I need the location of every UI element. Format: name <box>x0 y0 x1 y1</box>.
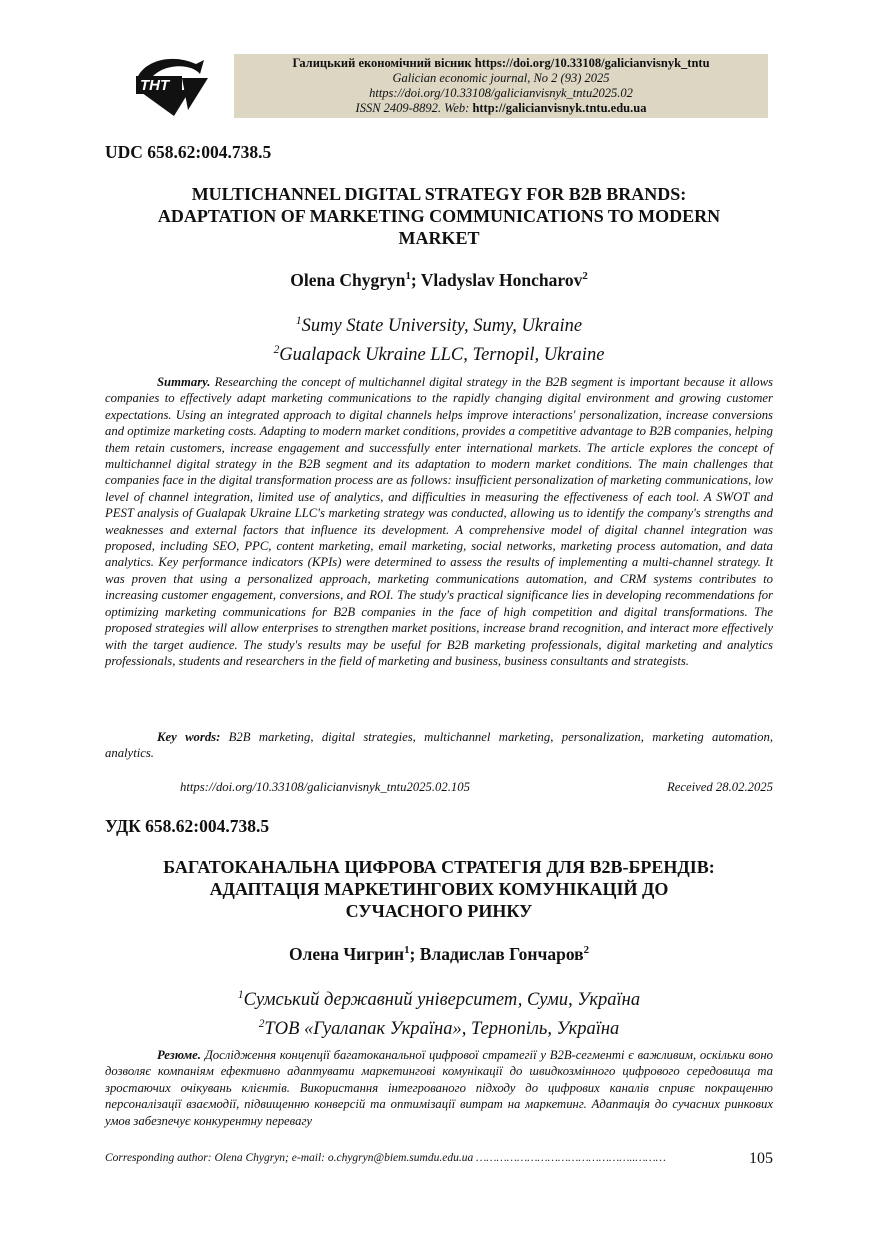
affil-text: Sumy State University, Sumy, Ukraine <box>301 316 583 337</box>
summary-ua <box>105 1047 773 1129</box>
author-name: Олена Чигрин <box>288 944 405 964</box>
summary-en <box>105 374 773 669</box>
author-affil-sup: 2 <box>582 270 588 283</box>
affil-sup: 1 <box>295 315 302 327</box>
affil-sup: 2 <box>273 344 280 357</box>
affiliation-2 <box>105 338 773 367</box>
title-line: MARKET <box>398 228 480 248</box>
svg-text:ТНТ: ТНТ <box>140 77 170 94</box>
author-separator: ; <box>410 270 421 290</box>
received-date: Received 28.02.2025 <box>666 780 773 794</box>
title-line: АДАПТАЦІЯ МАРКЕТИНГОВИХ КОМУНІКАЦІЙ ДО <box>209 879 669 899</box>
affiliation-2 <box>105 1012 773 1041</box>
udc-code-ua: УДК 658.62:004.738.5 <box>105 816 270 836</box>
affil-text: ТОВ «Гуалапак Україна», Тернопіль, Україна <box>264 1019 620 1040</box>
affil-sup: 2 <box>258 1018 265 1031</box>
summary-label: Резюме. <box>157 1048 201 1062</box>
author-separator: ; <box>409 944 420 964</box>
journal-logo <box>130 52 210 118</box>
keywords-text: B2B marketing, digital strategies, multichannel marketing, personalization, marketing automation, analytics. <box>105 730 773 761</box>
affiliation-1 <box>105 983 773 1012</box>
title-line: ADAPTATION OF MARKETING COMMUNICATIONS TO MODERN <box>157 206 721 226</box>
keywords-label: Key words: <box>157 730 221 744</box>
author-affil-sup: 1 <box>405 270 411 283</box>
affiliations-ua <box>105 983 773 1041</box>
journal-doi-line: https://doi.org/10.33108/galicianvisnyk_tntu2025.02 <box>369 86 633 100</box>
author-name: Владислав Гончаров <box>419 944 584 964</box>
article-doi-link[interactable]: https://doi.org/10.33108/galicianvisnyk_tntu2025.02.105 <box>180 780 470 794</box>
issn-text: ISSN 2409-8892. Web: <box>355 101 473 115</box>
authors-ua <box>105 944 773 965</box>
corresponding-author-footer: Corresponding author: Olena Chygryn; e-mail: o.chygryn@biem.sumdu.edu.ua ………………………………………..……… <box>105 1152 666 1164</box>
affiliation-1 <box>105 309 773 338</box>
doi-received-line <box>180 780 773 795</box>
article-title-en <box>105 183 773 249</box>
title-line: MULTICHANNEL DIGITAL STRATEGY FOR B2B BRANDS: <box>191 184 687 204</box>
affil-text: Сумський державний університет, Суми, Україна <box>243 990 641 1011</box>
affil-text: Gualapack Ukraine LLC, Ternopil, Ukraine <box>279 345 605 366</box>
affil-sup: 1 <box>237 989 244 1001</box>
journal-header <box>234 54 768 118</box>
author-name: Olena Chygryn <box>290 270 406 290</box>
summary-text: Researching the concept of multichannel digital strategy in the B2B segment is important because it allows companies to effectively adapt marketing communications to the rapidly changing digital environment and growing customer expectations. Using an integrated approach to digital channels helps improve interactions' personalization, increase conversions and optimize marketing costs. Adapting to modern market conditions, provides a competitive advantage to B2B companies, helping them retain customers, increase engagement and successfully enter international markets. The article explores the concept of multichannel digital strategy in the B2B segment and its adaptation to modern market conditions. The main challenges that companies face in the digital transformation process are as follows: insufficient personalization of marketing communications, low level of channel integration, limited use of analytics, and difficulties in measuring the effectiveness of each tool. A SWOT and PEST analysis of Gualapak Ukraine LLC's marketing strategy was conducted, allowing us to identify the company's strengths and weaknesses and external factors that influence its development. A comprehensive model of digital channel integration was proposed, including SEO, PPC, content marketing, email marketing, social networks, marketing process automation, and data analytics. Key performance indicators (KPIs) were determined to assess the results of implementing a multi-channel strategy. It was proven that using a personalized approach, marketing communications automation, and CRM systems contributes to increasing customer engagement, conversions, and ROI. The study's practical significance lies in developing recommendations for optimizing marketing communications for B2B companies in the face of high competition and digital transformations. The proposed strategies will allow enterprises to strengthen market positions, increase brand recognition, and interact more effectively with the target audience. The study's results may be useful for B2B marketing professionals, digital marketing and analytics professionals, students and researchers in the field of marketing and business, business consultants and strategists. <box>105 375 773 668</box>
journal-issue-line: Galician economic journal, No 2 (93) 2025 <box>392 71 610 85</box>
summary-text: Дослідження концепції багатоканальної цифрової стратегії у B2B-сегменті є важливим, оскільки воно дозволяє компаніям ефективно адаптувати маркетингові комунікації до швидкозмінного цифрового середовища та зростаючих очікувань клієнтів. Використання інтегрованого підходу до цифрових каналів сприяє покращенню персоналізації взаємодії, підвищенню конверсій та оптимізації витрат на маркетинг. Адаптація до сучасних ринкових умов забезпечує конкурентну перевагу <box>105 1048 773 1128</box>
journal-website-link[interactable]: http://galicianvisnyk.tntu.edu.ua <box>472 101 647 115</box>
udc-code-en: UDC 658.62:004.738.5 <box>105 142 272 162</box>
title-line: СУЧАСНОГО РИНКУ <box>345 901 533 921</box>
author-affil-sup: 1 <box>404 944 410 957</box>
journal-name-line: Галицький економічний вісник https://doi.org/10.33108/galicianvisnyk_tntu <box>292 56 710 70</box>
summary-label: Summary. <box>157 375 211 389</box>
page-number: 105 <box>749 1150 773 1167</box>
title-line: БАГАТОКАНАЛЬНА ЦИФРОВА СТРАТЕГІЯ ДЛЯ B2B-БРЕНДІВ: <box>163 857 715 877</box>
authors-en <box>105 270 773 291</box>
journal-issn-line <box>234 101 768 116</box>
keywords-en <box>105 729 773 762</box>
author-name: Vladyslav Honcharov <box>420 270 583 290</box>
author-affil-sup: 2 <box>583 944 590 957</box>
article-title-ua <box>105 856 773 922</box>
affiliations-en <box>105 309 773 367</box>
